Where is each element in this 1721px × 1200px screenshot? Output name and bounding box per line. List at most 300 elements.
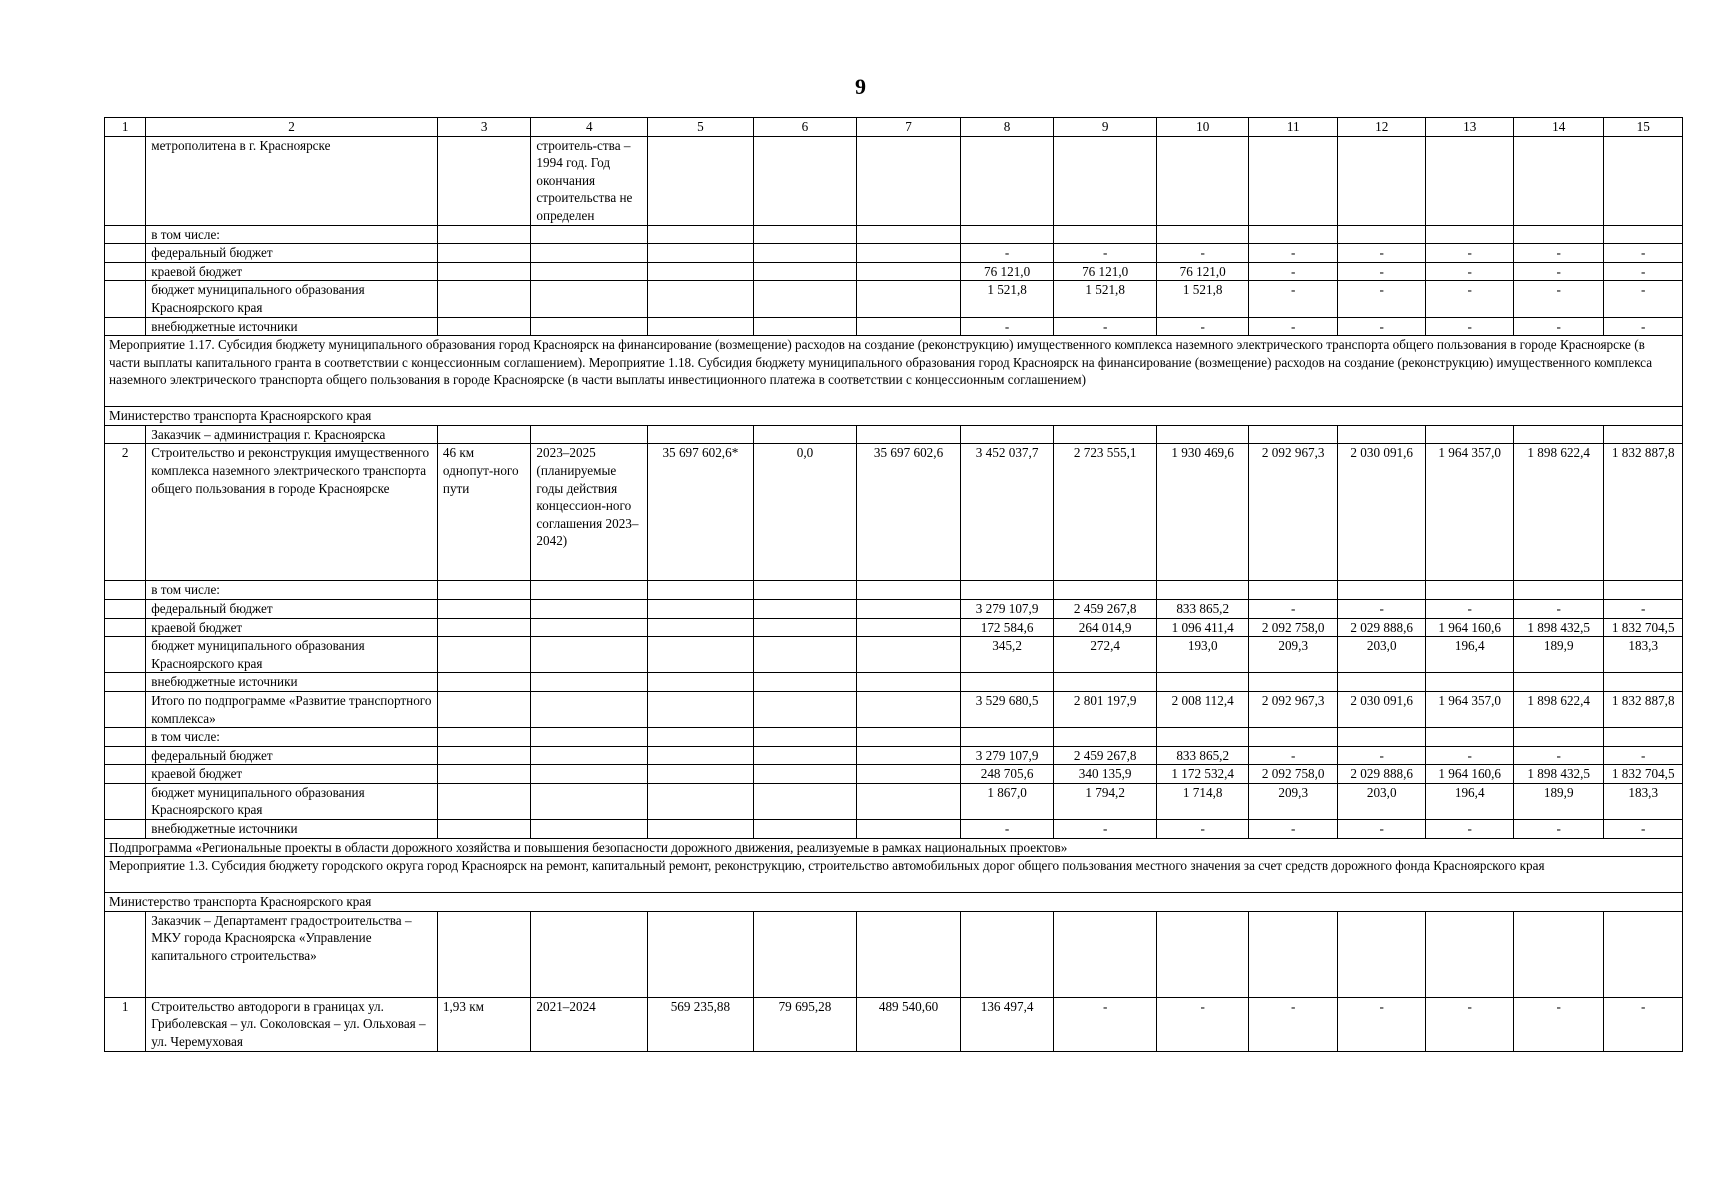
table-row — [105, 746, 1683, 765]
value-cell — [1156, 673, 1249, 692]
empty-cell — [753, 673, 857, 692]
empty-cell — [857, 262, 961, 281]
value-cell: 2 030 091,6 — [1337, 444, 1426, 581]
value-cell: - — [1426, 599, 1513, 618]
empty-cell — [648, 244, 754, 263]
value-cell — [1054, 581, 1157, 600]
empty-cell — [437, 911, 531, 997]
label-cell: краевой бюджет — [146, 765, 438, 784]
value-cell: 1 794,2 — [1054, 783, 1157, 819]
table-row — [105, 673, 1683, 692]
column-header: 11 — [1249, 118, 1338, 137]
empty-cell — [531, 281, 648, 317]
subtotal-row — [105, 691, 1683, 727]
value-cell: 1 521,8 — [960, 281, 1054, 317]
value-cell: - — [1249, 746, 1338, 765]
value-cell — [1426, 728, 1513, 747]
empty-cell — [1426, 136, 1513, 225]
value-cell — [1604, 673, 1683, 692]
num-cell: 2 — [105, 444, 146, 581]
value-cell: 1 521,8 — [1156, 281, 1249, 317]
table-row — [105, 728, 1683, 747]
num-cell — [105, 746, 146, 765]
page-number: 9 — [855, 74, 866, 99]
table-row — [105, 618, 1683, 637]
num-cell — [105, 136, 146, 225]
label-cell: федеральный бюджет — [146, 599, 438, 618]
num-cell — [105, 262, 146, 281]
subprogram-row — [105, 838, 1683, 857]
table-row — [105, 317, 1683, 336]
num-cell — [105, 317, 146, 336]
empty-cell — [531, 425, 648, 444]
value-cell: - — [1513, 244, 1604, 263]
empty-cell — [753, 317, 857, 336]
empty-cell — [753, 783, 857, 819]
value-cell — [1337, 225, 1426, 244]
empty-cell — [1604, 136, 1683, 225]
empty-cell — [1337, 425, 1426, 444]
num-cell — [105, 820, 146, 839]
value-cell: - — [1426, 820, 1513, 839]
num-cell — [105, 691, 146, 727]
empty-cell — [531, 599, 648, 618]
empty-cell — [1513, 136, 1604, 225]
value-cell: - — [1604, 262, 1683, 281]
value-cell: - — [1337, 997, 1426, 1051]
ministry-row-text: Министерство транспорта Красноярского края — [105, 407, 1683, 426]
value-cell: - — [960, 820, 1054, 839]
empty-cell — [1249, 425, 1338, 444]
value-cell — [1513, 581, 1604, 600]
empty-cell — [437, 691, 531, 727]
value-cell — [1513, 728, 1604, 747]
empty-cell — [1426, 911, 1513, 997]
value-cell: 1 172 532,4 — [1156, 765, 1249, 784]
value-cell: 3 452 037,7 — [960, 444, 1054, 581]
empty-cell — [648, 783, 754, 819]
value-cell: 2 008 112,4 — [1156, 691, 1249, 727]
num-cell — [105, 911, 146, 997]
value-cell: - — [1426, 281, 1513, 317]
empty-cell — [531, 262, 648, 281]
empty-cell — [1249, 136, 1338, 225]
empty-cell — [753, 281, 857, 317]
empty-cell — [531, 746, 648, 765]
value-cell: - — [1604, 244, 1683, 263]
empty-cell — [531, 225, 648, 244]
column-header: 10 — [1156, 118, 1249, 137]
empty-cell — [648, 911, 754, 997]
empty-cell — [1054, 136, 1157, 225]
value-cell: 2 723 555,1 — [1054, 444, 1157, 581]
value-cell — [1156, 581, 1249, 600]
empty-cell — [857, 281, 961, 317]
empty-cell — [960, 911, 1054, 997]
subprogram-row-text: Подпрограмма «Региональные проекты в области дорожного хозяйства и повышения безопасности дорожного движения, реализуемые в рамках национальных проектов» — [105, 838, 1683, 857]
empty-cell — [753, 262, 857, 281]
measure-row-text: Мероприятие 1.3. Субсидия бюджету городского округа город Красноярск на ремонт, капитальный ремонт, реконструкцию, строительство автомобильных дорог общего пользования местного значения за счет средств дорожного фонда Красноярского края — [105, 857, 1683, 893]
num-cell — [105, 637, 146, 673]
value-cell: 248 705,6 — [960, 765, 1054, 784]
empty-cell — [531, 691, 648, 727]
empty-cell — [1156, 911, 1249, 997]
value-cell — [1249, 581, 1338, 600]
empty-cell — [437, 281, 531, 317]
value-cell — [960, 728, 1054, 747]
ministry-row — [105, 407, 1683, 426]
value-cell: 76 121,0 — [1156, 262, 1249, 281]
customer-row — [105, 911, 1683, 997]
empty-cell — [437, 728, 531, 747]
value-cell: - — [1604, 317, 1683, 336]
num-cell — [105, 673, 146, 692]
value-cell: 1 964 357,0 — [1426, 444, 1513, 581]
value-cell: 1 096 411,4 — [1156, 618, 1249, 637]
value-cell: 1 832 704,5 — [1604, 618, 1683, 637]
label-cell: в том числе: — [146, 728, 438, 747]
value-cell: - — [1054, 997, 1157, 1051]
value-cell: 76 121,0 — [1054, 262, 1157, 281]
value-cell: 136 497,4 — [960, 997, 1054, 1051]
empty-cell — [753, 244, 857, 263]
project-row — [105, 444, 1683, 581]
value-cell: 1 898 432,5 — [1513, 765, 1604, 784]
label-cell: краевой бюджет — [146, 262, 438, 281]
empty-cell — [1604, 911, 1683, 997]
num-cell — [105, 225, 146, 244]
value-cell: - — [1337, 746, 1426, 765]
empty-cell — [531, 244, 648, 263]
num-cell: 1 — [105, 997, 146, 1051]
empty-cell — [437, 820, 531, 839]
empty-cell — [857, 244, 961, 263]
value-cell: 489 540,60 — [857, 997, 961, 1051]
empty-cell — [1156, 136, 1249, 225]
value-cell: 2 459 267,8 — [1054, 599, 1157, 618]
table-row — [105, 581, 1683, 600]
value-cell: 189,9 — [1513, 637, 1604, 673]
value-cell — [1156, 225, 1249, 244]
num-cell — [105, 618, 146, 637]
value-cell — [1156, 728, 1249, 747]
empty-cell — [437, 599, 531, 618]
empty-cell — [753, 425, 857, 444]
label-cell: краевой бюджет — [146, 618, 438, 637]
column-header: 12 — [1337, 118, 1426, 137]
value-cell: - — [1604, 997, 1683, 1051]
num-cell — [105, 581, 146, 600]
value-cell: 2 801 197,9 — [1054, 691, 1157, 727]
value-cell — [1054, 728, 1157, 747]
value-cell: 1 832 887,8 — [1604, 691, 1683, 727]
value-cell: 209,3 — [1249, 783, 1338, 819]
value-cell: - — [1513, 997, 1604, 1051]
empty-cell — [648, 618, 754, 637]
column-header: 2 — [146, 118, 438, 137]
table-row — [105, 783, 1683, 819]
value-cell: - — [960, 317, 1054, 336]
label-cell: бюджет муниципального образования Красноярского края — [146, 281, 438, 317]
value-cell: 1 964 357,0 — [1426, 691, 1513, 727]
value-cell: 0,0 — [753, 444, 857, 581]
value-cell: 3 529 680,5 — [960, 691, 1054, 727]
empty-cell — [531, 317, 648, 336]
measures-row-text: Мероприятие 1.17. Субсидия бюджету муниципального образования город Красноярск на финансирование (возмещение) расходов на создание (реконструкцию) имущественного комплекса наземного электрического транспорта общего пользования в городе Красноярске (в части выплаты капитального гранта в соответствии с концессионным соглашением). Мероприятие 1.18. Субсидия бюджету муниципального образования город Красноярск на финансирование (возмещение) расходов на создание (реконструкцию) имущественного комплекса наземного электрического транспорта общего пользования в городе Красноярске (в части выплаты инвестиционного платежа в соответствии с концессионным соглашением) — [105, 336, 1683, 407]
value-cell: 189,9 — [1513, 783, 1604, 819]
empty-cell — [753, 691, 857, 727]
value-cell: 2 092 758,0 — [1249, 618, 1338, 637]
empty-cell — [648, 136, 754, 225]
label-cell: в том числе: — [146, 225, 438, 244]
empty-cell — [437, 225, 531, 244]
value-cell: - — [1426, 746, 1513, 765]
value-cell: - — [1604, 746, 1683, 765]
empty-cell — [531, 581, 648, 600]
empty-cell — [753, 225, 857, 244]
value-cell: 2 030 091,6 — [1337, 691, 1426, 727]
table-row — [105, 820, 1683, 839]
empty-cell — [531, 673, 648, 692]
value-cell: 183,3 — [1604, 783, 1683, 819]
label-cell: в том числе: — [146, 581, 438, 600]
value-cell: - — [1249, 262, 1338, 281]
column-header: 14 — [1513, 118, 1604, 137]
empty-cell — [437, 618, 531, 637]
value-cell: - — [1337, 317, 1426, 336]
value-cell: 1 521,8 — [1054, 281, 1157, 317]
value-cell: 193,0 — [1156, 637, 1249, 673]
table-row — [105, 765, 1683, 784]
value-cell — [1513, 225, 1604, 244]
value-cell: 203,0 — [1337, 783, 1426, 819]
value-cell: - — [1249, 244, 1338, 263]
value-cell — [1604, 728, 1683, 747]
value-cell: 35 697 602,6* — [648, 444, 754, 581]
ministry-row-text: Министерство транспорта Красноярского края — [105, 893, 1683, 912]
customer-cell: Заказчик – администрация г. Красноярска — [146, 425, 438, 444]
label-cell: бюджет муниципального образования Красноярского края — [146, 783, 438, 819]
value-cell: 345,2 — [960, 637, 1054, 673]
empty-cell — [857, 637, 961, 673]
value-cell: 2 092 967,3 — [1249, 691, 1338, 727]
value-cell: - — [1249, 281, 1338, 317]
value-cell: - — [1513, 820, 1604, 839]
value-cell: - — [1513, 262, 1604, 281]
value-cell: 1 930 469,6 — [1156, 444, 1249, 581]
measures-row — [105, 336, 1683, 407]
value-cell: - — [1156, 244, 1249, 263]
empty-cell — [857, 425, 961, 444]
empty-cell — [857, 136, 961, 225]
column-header: 8 — [960, 118, 1054, 137]
capacity-cell: 1,93 км — [437, 997, 531, 1051]
empty-cell — [648, 765, 754, 784]
empty-cell — [648, 581, 754, 600]
empty-cell — [531, 618, 648, 637]
value-cell — [1604, 225, 1683, 244]
empty-cell — [1426, 425, 1513, 444]
num-cell — [105, 765, 146, 784]
value-cell: 35 697 602,6 — [857, 444, 961, 581]
empty-cell — [437, 746, 531, 765]
empty-cell — [648, 637, 754, 673]
empty-cell — [753, 599, 857, 618]
empty-cell — [437, 783, 531, 819]
empty-cell — [857, 673, 961, 692]
column-header: 5 — [648, 118, 754, 137]
label-cell: Итого по подпрограмме «Развитие транспортного комплекса» — [146, 691, 438, 727]
value-cell: 3 279 107,9 — [960, 599, 1054, 618]
value-cell — [1337, 728, 1426, 747]
table-row — [105, 136, 1683, 225]
num-cell — [105, 599, 146, 618]
value-cell: 833 865,2 — [1156, 599, 1249, 618]
empty-cell — [753, 136, 857, 225]
value-cell: 76 121,0 — [960, 262, 1054, 281]
empty-cell — [437, 581, 531, 600]
value-cell: - — [1054, 317, 1157, 336]
value-cell: - — [1156, 820, 1249, 839]
value-cell: 1 964 160,6 — [1426, 765, 1513, 784]
empty-cell — [531, 728, 648, 747]
empty-cell — [857, 618, 961, 637]
value-cell — [1513, 673, 1604, 692]
table-row — [105, 225, 1683, 244]
column-header: 15 — [1604, 118, 1683, 137]
value-cell: 196,4 — [1426, 637, 1513, 673]
empty-cell — [1249, 911, 1338, 997]
empty-cell — [648, 746, 754, 765]
empty-cell — [857, 746, 961, 765]
value-cell: 1 714,8 — [1156, 783, 1249, 819]
empty-cell — [857, 225, 961, 244]
empty-cell — [857, 820, 961, 839]
value-cell: - — [1426, 244, 1513, 263]
value-cell: 569 235,88 — [648, 997, 754, 1051]
value-cell — [960, 581, 1054, 600]
value-cell: 172 584,6 — [960, 618, 1054, 637]
value-cell — [1249, 673, 1338, 692]
empty-cell — [857, 599, 961, 618]
value-cell: 1 898 622,4 — [1513, 691, 1604, 727]
value-cell: - — [1337, 262, 1426, 281]
value-cell — [1426, 581, 1513, 600]
empty-cell — [753, 728, 857, 747]
label-cell: федеральный бюджет — [146, 746, 438, 765]
budget-table — [104, 117, 1683, 1052]
value-cell: - — [1604, 281, 1683, 317]
empty-cell — [437, 244, 531, 263]
empty-cell — [857, 728, 961, 747]
value-cell: - — [1249, 997, 1338, 1051]
value-cell: - — [1604, 599, 1683, 618]
value-cell: - — [1337, 244, 1426, 263]
value-cell — [1249, 728, 1338, 747]
label-cell: внебюджетные источники — [146, 820, 438, 839]
period-cell: 2021–2024 — [531, 997, 648, 1051]
label-cell: бюджет муниципального образования Красноярского края — [146, 637, 438, 673]
table-row — [105, 244, 1683, 263]
empty-cell — [1513, 911, 1604, 997]
empty-cell — [1513, 425, 1604, 444]
value-cell: - — [1249, 317, 1338, 336]
column-header: 6 — [753, 118, 857, 137]
value-cell: - — [1426, 317, 1513, 336]
empty-cell — [1604, 425, 1683, 444]
value-cell: 1 867,0 — [960, 783, 1054, 819]
value-cell — [1426, 225, 1513, 244]
value-cell: - — [1054, 820, 1157, 839]
empty-cell — [531, 637, 648, 673]
value-cell: - — [1337, 281, 1426, 317]
empty-cell — [857, 765, 961, 784]
empty-cell — [960, 425, 1054, 444]
value-cell: - — [1337, 599, 1426, 618]
empty-cell — [753, 911, 857, 997]
value-cell: - — [1513, 281, 1604, 317]
label-cell: Строительство и реконструкция имущественного комплекса наземного электрического транспорта общего пользования в городе Красноярске — [146, 444, 438, 581]
value-cell: - — [1426, 262, 1513, 281]
value-cell: - — [960, 244, 1054, 263]
value-cell: 3 279 107,9 — [960, 746, 1054, 765]
empty-cell — [531, 911, 648, 997]
value-cell: 203,0 — [1337, 637, 1426, 673]
empty-cell — [1337, 136, 1426, 225]
label-cell: метрополитена в г. Красноярске — [146, 136, 438, 225]
empty-cell — [648, 425, 754, 444]
value-cell: 209,3 — [1249, 637, 1338, 673]
value-cell: 183,3 — [1604, 637, 1683, 673]
num-cell — [105, 281, 146, 317]
value-cell — [1604, 581, 1683, 600]
value-cell: - — [1054, 244, 1157, 263]
empty-cell — [857, 317, 961, 336]
value-cell: 264 014,9 — [1054, 618, 1157, 637]
value-cell: - — [1156, 997, 1249, 1051]
empty-cell — [648, 317, 754, 336]
value-cell — [1054, 225, 1157, 244]
value-cell: 196,4 — [1426, 783, 1513, 819]
empty-cell — [1054, 911, 1157, 997]
value-cell: 2 092 758,0 — [1249, 765, 1338, 784]
value-cell — [1337, 581, 1426, 600]
empty-cell — [857, 581, 961, 600]
column-header: 4 — [531, 118, 648, 137]
value-cell: 1 832 704,5 — [1604, 765, 1683, 784]
empty-cell — [437, 425, 531, 444]
empty-cell — [857, 911, 961, 997]
label-cell: внебюджетные источники — [146, 317, 438, 336]
empty-cell — [437, 765, 531, 784]
value-cell — [1249, 225, 1338, 244]
column-header: 3 — [437, 118, 531, 137]
value-cell: 1 898 622,4 — [1513, 444, 1604, 581]
value-cell: - — [1604, 820, 1683, 839]
ministry-row — [105, 893, 1683, 912]
empty-cell — [857, 783, 961, 819]
customer-cell: Заказчик – Департамент градостроительства – МКУ города Красноярска «Управление капитального строительства» — [146, 911, 438, 997]
project-row — [105, 997, 1683, 1051]
value-cell: 79 695,28 — [753, 997, 857, 1051]
num-cell — [105, 425, 146, 444]
empty-cell — [531, 820, 648, 839]
empty-cell — [753, 637, 857, 673]
value-cell — [1426, 673, 1513, 692]
table-row — [105, 281, 1683, 317]
value-cell: 833 865,2 — [1156, 746, 1249, 765]
empty-cell — [857, 691, 961, 727]
